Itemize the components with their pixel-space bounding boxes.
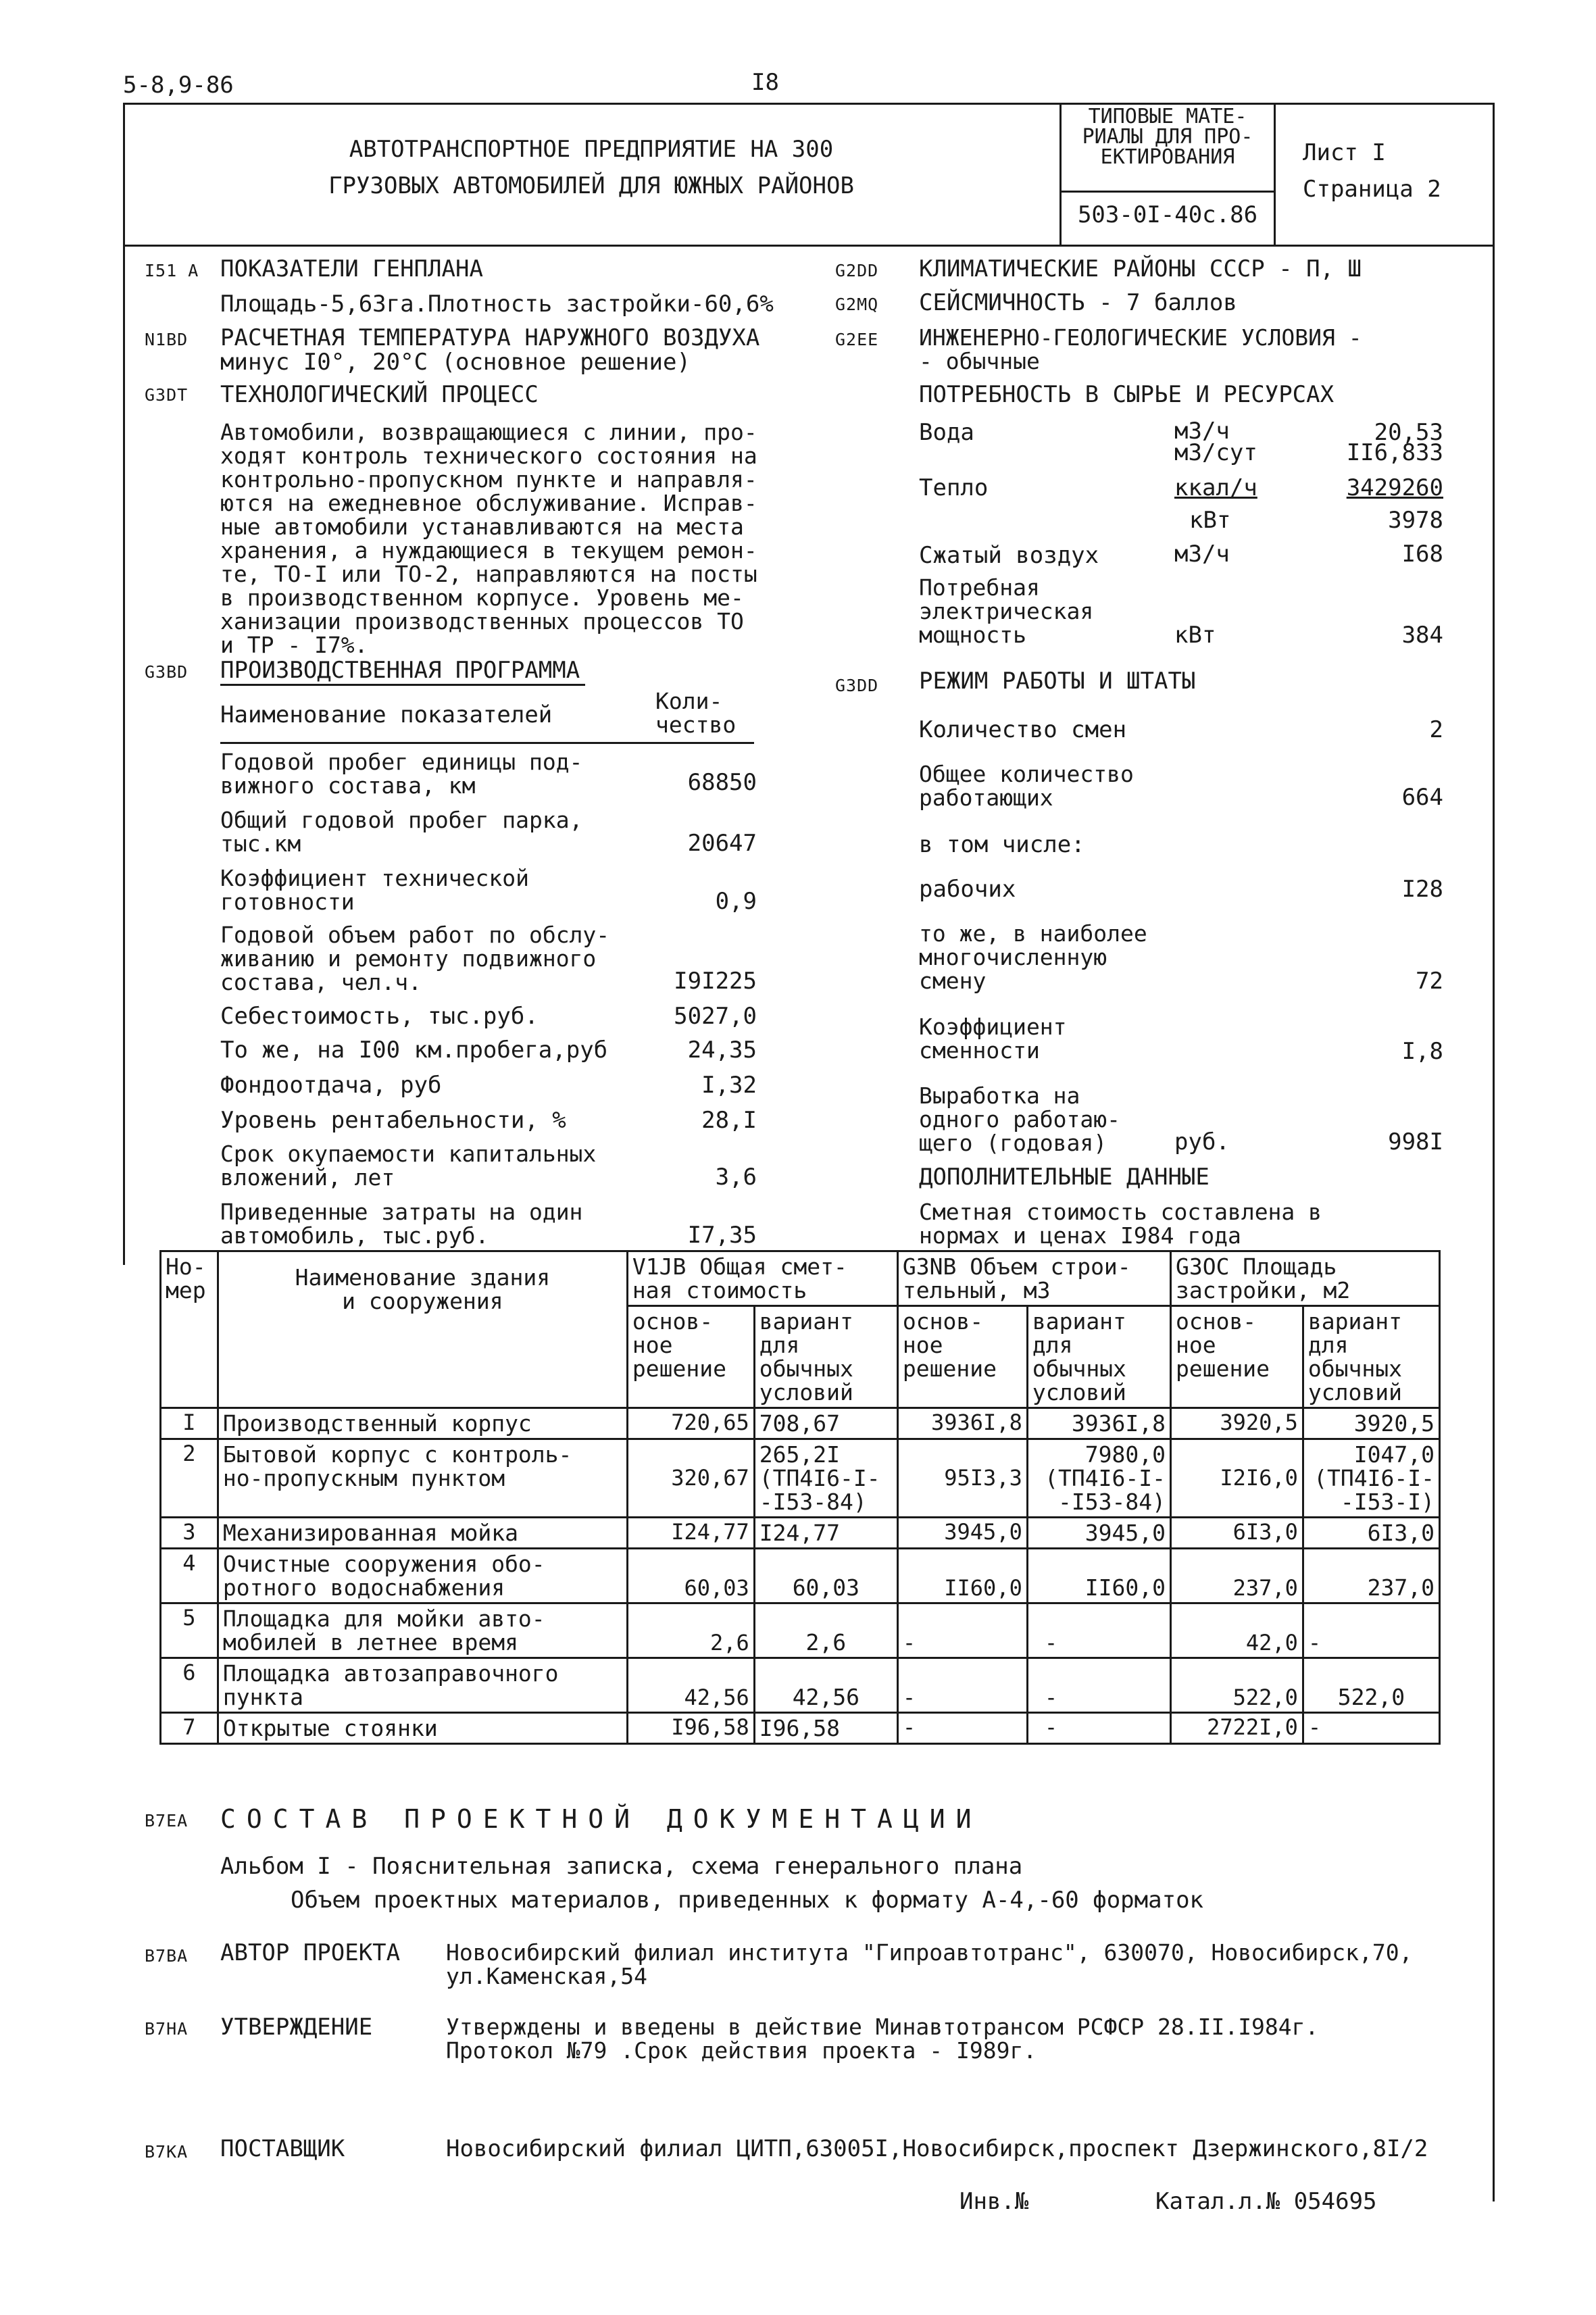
program-header-quantity: Коли- чество	[655, 688, 737, 738]
program-row-value: 0,9	[715, 888, 757, 915]
tech-process-title: ТЕХНОЛОГИЧЕСКИЙ ПРОЦЕСС	[220, 381, 539, 408]
program-row-value: 3,6	[715, 1164, 757, 1191]
header-div-2	[1274, 103, 1276, 246]
volume-main: 3945,0	[897, 1518, 1027, 1549]
largest-shift-label: то же, в наиболее многочисленную смену	[919, 920, 1147, 994]
volume-variant: 7980,0 (ТП4I6-I- -I53-84)	[1027, 1439, 1170, 1518]
air-value: I68	[1401, 541, 1443, 568]
page-label: Страница 2	[1303, 176, 1441, 203]
heat-value-kw: 3978	[1388, 507, 1443, 534]
document-number: 503-0I-40с.86	[1077, 201, 1258, 228]
program-row-name: Фондоотдача, руб	[220, 1072, 442, 1099]
row-name: Производственный корпус	[218, 1408, 627, 1439]
frame-top	[123, 103, 1495, 105]
volume-main: -	[897, 1713, 1027, 1744]
program-row-value: 24,35	[687, 1037, 757, 1064]
extra-data-title: ДОПОЛНИТЕЛЬНЫЕ ДАННЫЕ	[919, 1164, 1210, 1191]
shifts-label: Количество смен	[919, 716, 1127, 743]
area-variant: -	[1303, 1713, 1439, 1744]
program-row-value: I9I225	[674, 968, 757, 995]
cost-variant: 42,56	[754, 1658, 897, 1713]
power-unit: кВт	[1174, 622, 1216, 649]
composition-code: B7EA	[145, 1811, 189, 1831]
catalog-number: Катал.л.№ 054695	[1155, 2188, 1377, 2215]
approval-code: B7HA	[145, 2019, 189, 2039]
volume-variant: 3936I,8	[1027, 1408, 1170, 1439]
climate-text: КЛИМАТИЧЕСКИЕ РАЙОНЫ СССР - П, Ш	[919, 255, 1362, 282]
table-row	[161, 1713, 1440, 1744]
water-value-hour: 20,53	[1374, 419, 1443, 446]
volume-main: 3936I,8	[897, 1408, 1027, 1439]
page-code: 5-8,9-86	[123, 72, 234, 99]
output-label: Выработка на одного работаю- щего (годовая)	[919, 1082, 1121, 1156]
heat-unit-kcal: ккал/ч	[1174, 474, 1257, 501]
geology-code: G2EE	[835, 330, 879, 349]
supplier-label: ПОСТАВЩИК	[220, 2135, 345, 2162]
power-label: Потребная электрическая мощность	[919, 574, 1094, 648]
area-main: 2722I,0	[1170, 1713, 1303, 1744]
cost-main: 60,03	[627, 1549, 754, 1603]
row-number: 3	[161, 1518, 218, 1549]
subheader-main: основ- ное решение	[627, 1306, 754, 1408]
supplier-text: Новосибирский филиал ЦИТП,63005I,Новосибирск,проспект Дзержинского,8I/2	[446, 2135, 1428, 2162]
volume-variant: 3945,0	[1027, 1518, 1170, 1549]
header-cost: V1JB Общая смет- ная стоимость	[627, 1251, 897, 1306]
workers-value: 664	[1401, 784, 1443, 811]
genplan-title: ПОКАЗАТЕЛИ ГЕНПЛАНА	[220, 255, 483, 282]
cost-main: I96,58	[627, 1713, 754, 1744]
area-main: 237,0	[1170, 1549, 1303, 1603]
buildings-table	[159, 1250, 1441, 1745]
staff-title: РЕЖИМ РАБОТЫ И ШТАТЫ	[919, 668, 1196, 695]
program-row-name: Себестоимость, тыс.руб.	[220, 1003, 539, 1030]
cost-variant: 60,03	[754, 1549, 897, 1603]
header-inner-h	[1059, 191, 1274, 193]
cost-variant: I96,58	[754, 1713, 897, 1744]
row-name: Площадка для мойки авто- мобилей в летнее время	[218, 1603, 627, 1658]
cost-main: 720,65	[627, 1408, 754, 1439]
area-variant: 6I3,0	[1303, 1518, 1439, 1549]
area-variant: 237,0	[1303, 1549, 1439, 1603]
header-div-1	[1059, 103, 1062, 246]
temperature-code: N1BD	[145, 330, 189, 349]
area-main: 42,0	[1170, 1603, 1303, 1658]
header-bottom	[123, 245, 1495, 247]
volume-variant: II60,0	[1027, 1549, 1170, 1603]
laborers-label: рабочих	[919, 876, 1016, 903]
subheader-main: основ- ное решение	[897, 1306, 1027, 1408]
program-row-name: Уровень рентабельности, %	[220, 1107, 566, 1134]
row-name: Бытовой корпус с контроль- но-пропускным пунктом	[218, 1439, 627, 1518]
approval-text: Утверждены и введены в действие Минавтотрансом РСФСР 28.II.I984г. Протокол №79 .Срок действия проекта - I989г.	[446, 2014, 1319, 2064]
area-variant: -	[1303, 1603, 1439, 1658]
author-label: АВТОР ПРОЕКТА	[220, 1939, 401, 1966]
largest-shift-value: 72	[1416, 968, 1443, 995]
volume-main: II60,0	[897, 1549, 1027, 1603]
program-header-bottom	[220, 742, 754, 744]
seismic-code: G2MQ	[835, 295, 879, 314]
output-value: 998I	[1388, 1128, 1443, 1155]
water-value-day: II6,833	[1346, 439, 1443, 466]
program-code: G3BD	[145, 662, 189, 682]
row-name: Площадка автозаправочного пункта	[218, 1658, 627, 1713]
subheader-main: основ- ное решение	[1170, 1306, 1303, 1408]
shift-coefficient-label: Коэффициент сменности	[919, 1014, 1067, 1064]
composition-title: СОСТАВ ПРОЕКТНОЙ ДОКУМЕНТАЦИИ	[220, 1804, 982, 1834]
header-building-name: Наименование здания и сооружения	[218, 1251, 627, 1408]
program-row-name: Годовой пробег единицы под- вижного состава, км	[220, 749, 583, 799]
cost-main: 320,67	[627, 1439, 754, 1518]
table-row	[161, 1518, 1440, 1549]
program-row-name: Коэффициент технической готовности	[220, 865, 529, 915]
program-row-name: Общий годовой пробег парка, тыс.км	[220, 807, 583, 857]
program-title-underline	[220, 684, 585, 686]
row-number: 7	[161, 1713, 218, 1744]
subheader-variant: вариант для обычных условий	[1027, 1306, 1170, 1408]
temperature-title: РАСЧЕТНАЯ ТЕМПЕРАТУРА НАРУЖНОГО ВОЗДУХА	[220, 324, 760, 351]
table-row	[161, 1658, 1440, 1713]
area-main: 522,0	[1170, 1658, 1303, 1713]
program-title: ПРОИЗВОДСТВЕННАЯ ПРОГРАММА	[220, 657, 580, 684]
climate-code: G2DD	[835, 261, 879, 280]
geology-text: ИНЖЕНЕРНО-ГЕОЛОГИЧЕСКИЕ УСЛОВИЯ - - обычные	[919, 324, 1362, 374]
water-label: Вода	[919, 419, 974, 446]
temperature-text: минус I0°, 20°С (основное решение)	[220, 349, 691, 376]
table-row	[161, 1603, 1440, 1658]
volume-main: -	[897, 1603, 1027, 1658]
program-row-value: 20647	[687, 830, 757, 857]
resources-title: ПОТРЕБНОСТЬ В СЫРЬЕ И РЕСУРСАХ	[919, 381, 1335, 408]
cost-variant: 2,6	[754, 1603, 897, 1658]
album-line: Альбом I - Пояснительная записка, схема генерального плана	[220, 1853, 1023, 1880]
row-name: Очистные сооружения обо- ротного водоснабжения	[218, 1549, 627, 1603]
heat-unit-kw: кВт	[1189, 507, 1231, 534]
program-row-name: Приведенные затраты на один автомобиль, тыс.руб.	[220, 1199, 583, 1249]
sheet-label: Лист I	[1303, 139, 1386, 166]
area-variant: 522,0	[1303, 1658, 1439, 1713]
heat-label: Тепло	[919, 474, 989, 501]
cost-main: 42,56	[627, 1658, 754, 1713]
volume-main: 95I3,3	[897, 1439, 1027, 1518]
program-row-value: 28,I	[701, 1107, 757, 1134]
air-unit: м3/ч	[1174, 541, 1230, 568]
document-title-line1: АВТОТРАНСПОРТНОЕ ПРЕДПРИЯТИЕ НА 300	[349, 136, 834, 163]
typical-materials-label: ТИПОВЫЕ МАТЕ- РИАЛЫ ДЛЯ ПРО- ЕКТИРОВАНИЯ	[1082, 105, 1253, 169]
header-volume: G3NB Объем строи- тельный, м3	[897, 1251, 1170, 1306]
cost-variant: 265,2I (ТП4I6-I- -I53-84)	[754, 1439, 897, 1518]
air-label: Сжатый воздух	[919, 542, 1099, 569]
water-unit-hour: м3/ч	[1174, 418, 1230, 445]
page-number: I8	[751, 69, 779, 96]
area-main: 6I3,0	[1170, 1518, 1303, 1549]
water-unit-day: м3/сут	[1174, 439, 1257, 466]
row-number: 5	[161, 1603, 218, 1658]
program-row-value: I7,35	[687, 1222, 757, 1249]
cost-variant: I24,77	[754, 1518, 897, 1549]
shift-coefficient-value: I,8	[1401, 1038, 1443, 1065]
area-variant: 3920,5	[1303, 1408, 1439, 1439]
area-main: 3920,5	[1170, 1408, 1303, 1439]
power-value: 384	[1401, 622, 1443, 649]
area-variant: I047,0 (ТП4I6-I- -I53-I)	[1303, 1439, 1439, 1518]
extra-data-text: Сметная стоимость составлена в нормах и ценах I984 года	[919, 1199, 1322, 1249]
volume-variant: -	[1027, 1603, 1170, 1658]
laborers-value: I28	[1401, 876, 1443, 903]
header-area: G3OC Площадь застройки, м2	[1170, 1251, 1439, 1306]
volume-variant: -	[1027, 1658, 1170, 1713]
row-number: 2	[161, 1439, 218, 1518]
workers-label: Общее количество работающих	[919, 761, 1134, 811]
approval-label: УТВЕРЖДЕНИЕ	[220, 2014, 373, 2041]
tech-process-text: Автомобили, возвращающиеся с линии, про- ходят контроль технического состояния на контрольно-пропускном пункте и направля- ются на ежедневное обслуживание. Исправ- ные автомобили устанавливаются на места хранения, а нуждающиеся в текущем ремон- те, ТО-I или ТО-2, направляются на посты в производственном корпусе. Уровень ме- ханизации производственных процессов ТО и ТР - I7%.	[220, 419, 757, 658]
genplan-code: I51 A	[145, 261, 199, 280]
volume-variant: -	[1027, 1713, 1170, 1744]
cost-main: I24,77	[627, 1518, 754, 1549]
supplier-code: B7KA	[145, 2142, 189, 2162]
table-row	[161, 1549, 1440, 1603]
program-row-value: 68850	[687, 769, 757, 796]
program-row-name: Срок окупаемости капитальных вложений, лет	[220, 1141, 597, 1191]
heat-value-kcal: 3429260	[1346, 474, 1443, 501]
row-number: I	[161, 1408, 218, 1439]
tech-process-code: G3DT	[145, 385, 189, 405]
header-number: Но- мер	[161, 1251, 218, 1408]
row-number: 4	[161, 1549, 218, 1603]
including-label: в том числе:	[919, 831, 1085, 858]
program-row-value: 5027,0	[674, 1003, 757, 1030]
program-row-name: Годовой объем работ по обслу- живанию и ремонту подвижного состава, чел.ч.	[220, 922, 610, 995]
frame-right	[1493, 103, 1495, 2201]
volume-line: Объем проектных материалов, приведенных к формату А-4,-60 форматок	[291, 1887, 1204, 1914]
row-number: 6	[161, 1658, 218, 1713]
table-row	[161, 1408, 1440, 1439]
seismic-text: СЕЙСМИЧНОСТЬ - 7 баллов	[919, 289, 1237, 316]
row-name: Механизированная мойка	[218, 1518, 627, 1549]
staff-code: G3DD	[835, 676, 879, 695]
area-main: I2I6,0	[1170, 1439, 1303, 1518]
document-title-line2: ГРУЗОВЫХ АВТОМОБИЛЕЙ ДЛЯ ЮЖНЫХ РАЙОНОВ	[328, 172, 854, 199]
subheader-variant: вариант для обычных условий	[1303, 1306, 1439, 1408]
row-name: Открытые стоянки	[218, 1713, 627, 1744]
program-row-value: I,32	[701, 1072, 757, 1099]
subheader-variant: вариант для обычных условий	[754, 1306, 897, 1408]
genplan-text: Площадь-5,63га.Плотность застройки-60,6%	[220, 291, 774, 318]
volume-main: -	[897, 1658, 1027, 1713]
frame-left	[123, 103, 125, 1265]
author-text: Новосибирский филиал института "Гипроавтотранс", 630070, Новосибирск,70, ул.Каменская,54	[446, 1939, 1413, 1989]
cost-main: 2,6	[627, 1603, 754, 1658]
inventory-number: Инв.№	[959, 2188, 1029, 2215]
table-row	[161, 1439, 1440, 1518]
cost-variant: 708,67	[754, 1408, 897, 1439]
program-header-name: Наименование показателей	[220, 701, 553, 728]
program-row-name: То же, на I00 км.пробега,руб	[220, 1037, 608, 1064]
author-code: B7BA	[145, 1946, 189, 1966]
output-unit: руб.	[1174, 1128, 1230, 1155]
shifts-value: 2	[1429, 716, 1443, 743]
